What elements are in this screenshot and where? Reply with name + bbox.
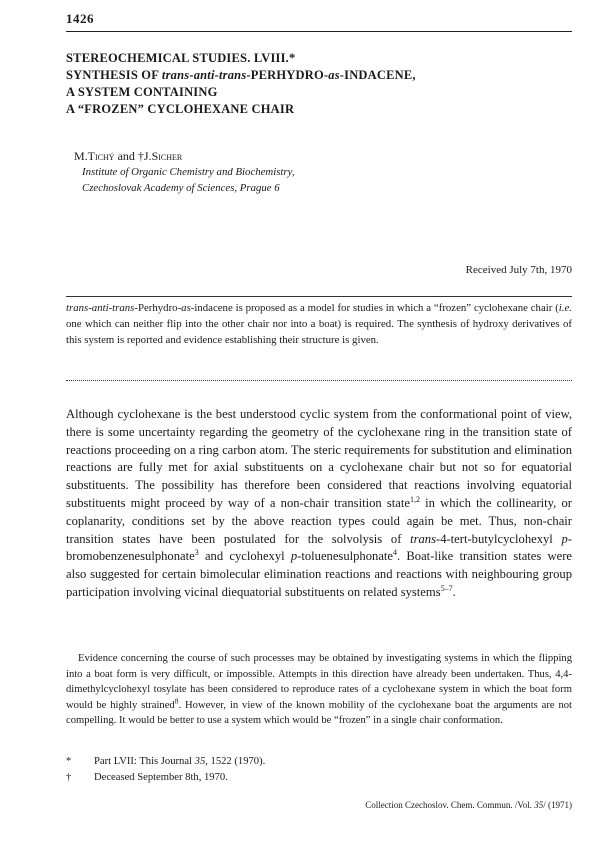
author-conjunction: and — [114, 149, 138, 163]
body-italic: p — [290, 549, 298, 564]
author-initial: †J. — [137, 149, 152, 163]
body-text: -4-tert-butylcyclohexyl — [436, 531, 562, 546]
abstract-text: -Perhydro- — [134, 302, 182, 314]
footnote-italic: 35 — [194, 756, 206, 767]
body-text: in which the collinearity, or coplanarity, conditions set by the above reaction types could again be met. Thus, non-chair transition states have been postulated for the solvolysis of — [66, 495, 572, 546]
title-text: SYNTHESIS OF — [66, 68, 162, 82]
body-paragraph-2 — [66, 651, 572, 729]
footnote-mark: † — [66, 772, 72, 783]
citation: 3 — [194, 548, 199, 558]
title-line-4: A “FROZEN” CYCLOHEXANE CHAIR — [66, 102, 295, 116]
footnote-text: Part LVII: This Journal — [94, 756, 195, 767]
author-name: Tichý — [87, 149, 115, 163]
affiliation-line-2: Czechoslovak Academy of Sciences, Prague 6 — [82, 182, 280, 194]
title-italic: as — [328, 68, 340, 82]
abstract-text: one which can neither flip into the other chair nor into a boat) is required. The synthesis of hydroxy derivatives of this system is reported and evidence establishing their structure is given. — [66, 318, 572, 346]
affiliation-line-1: Institute of Organic Chemistry and Biochemistry, — [82, 166, 295, 178]
citation: 8 — [174, 696, 179, 706]
body-text: . — [452, 584, 456, 599]
body-text: Evidence concerning the course of such processes may be obtained by investigating systems in which the flipping into a boat form is very difficult, or impossible. Attempts in this direction have already been undertaken. Thus, 4,4-dimethylcyclohexyl tosylate has been considered to reproduce rates of a cyclohexane system in which the boat form would be highly strained — [66, 653, 572, 711]
journal-footer — [365, 800, 572, 810]
title-line-1: STEREOCHEMICAL STUDIES. LVIII.* — [66, 51, 296, 65]
abstract-italic: as — [181, 302, 191, 314]
title-text: -INDACENE, — [339, 68, 416, 82]
body-text: -toluenesulphonate — [297, 549, 393, 564]
footnote — [66, 756, 572, 767]
body-italic: p — [561, 531, 568, 546]
authors — [74, 149, 182, 164]
footer-text: Collection Czechoslov. Chem. Commun. /Vol. — [365, 800, 535, 810]
body-text: . Boat-like transition states were also suggested for certain bimolecular elimination reactions and reactions with neighbouring group participation involving vicinal diequatorial substituents on related systems — [66, 549, 572, 599]
author-initial: M. — [74, 149, 88, 163]
title-text: -PERHYDRO- — [246, 68, 329, 82]
citation: 4 — [393, 548, 397, 558]
title-line-3: A SYSTEM CONTAINING — [66, 85, 218, 99]
citation: 1,2 — [409, 494, 420, 504]
footer-text: / (1971) — [543, 800, 572, 810]
citation: 5–7 — [440, 583, 453, 593]
abstract-italic: i.e. — [558, 302, 572, 314]
title-line-2 — [66, 67, 572, 84]
footnote — [66, 772, 572, 783]
footer-italic: 35 — [534, 800, 544, 810]
body-text: and cyclohexyl — [198, 549, 291, 564]
abstract-italic: trans-anti-trans — [66, 302, 135, 314]
body-text: Although cyclohexane is the best understood cyclic system from the conformational point of view, there is some uncertainty regarding the geometry of the cyclohexane ring in the transition state of reactions proceeding on a ring carbon atom. The steric requirements for substitution and elimination reactions are fully met for axial substituents on a cyclohexane chair but not so for equatorial substituents. The possibility has therefore been considered that reactions involving equatorial substituents might proceed by way of a non-chair transition state — [66, 407, 572, 510]
body-text: -bromobenzenesulphonate — [66, 531, 572, 564]
page-number: 1426 — [66, 11, 94, 26]
header-rule — [66, 31, 572, 32]
article-title — [66, 50, 572, 118]
footnote-mark: * — [66, 756, 72, 767]
body-text: . However, in view of the known mobility of the cyclohexane boat the arguments are not compelling. It would be better to use a system which would be “frozen” in a single chair conformation. — [66, 699, 572, 727]
received-date: Received July 7th, 1970 — [465, 264, 572, 276]
footnote-text: , 1522 (1970). — [205, 756, 266, 767]
abstract-bottom-rule — [66, 380, 572, 381]
footnote-text: Deceased September 8th, 1970. — [94, 772, 228, 783]
abstract-top-rule — [66, 296, 572, 297]
body-paragraph-1 — [66, 406, 572, 602]
title-italic: trans-anti-trans — [161, 68, 247, 82]
abstract — [66, 300, 572, 348]
author-name: Sicher — [151, 149, 183, 163]
abstract-text: -indacene is proposed as a model for studies in which a “frozen” cyclohexane chair ( — [190, 302, 559, 314]
body-italic: trans — [410, 531, 436, 546]
affiliation — [82, 164, 295, 196]
